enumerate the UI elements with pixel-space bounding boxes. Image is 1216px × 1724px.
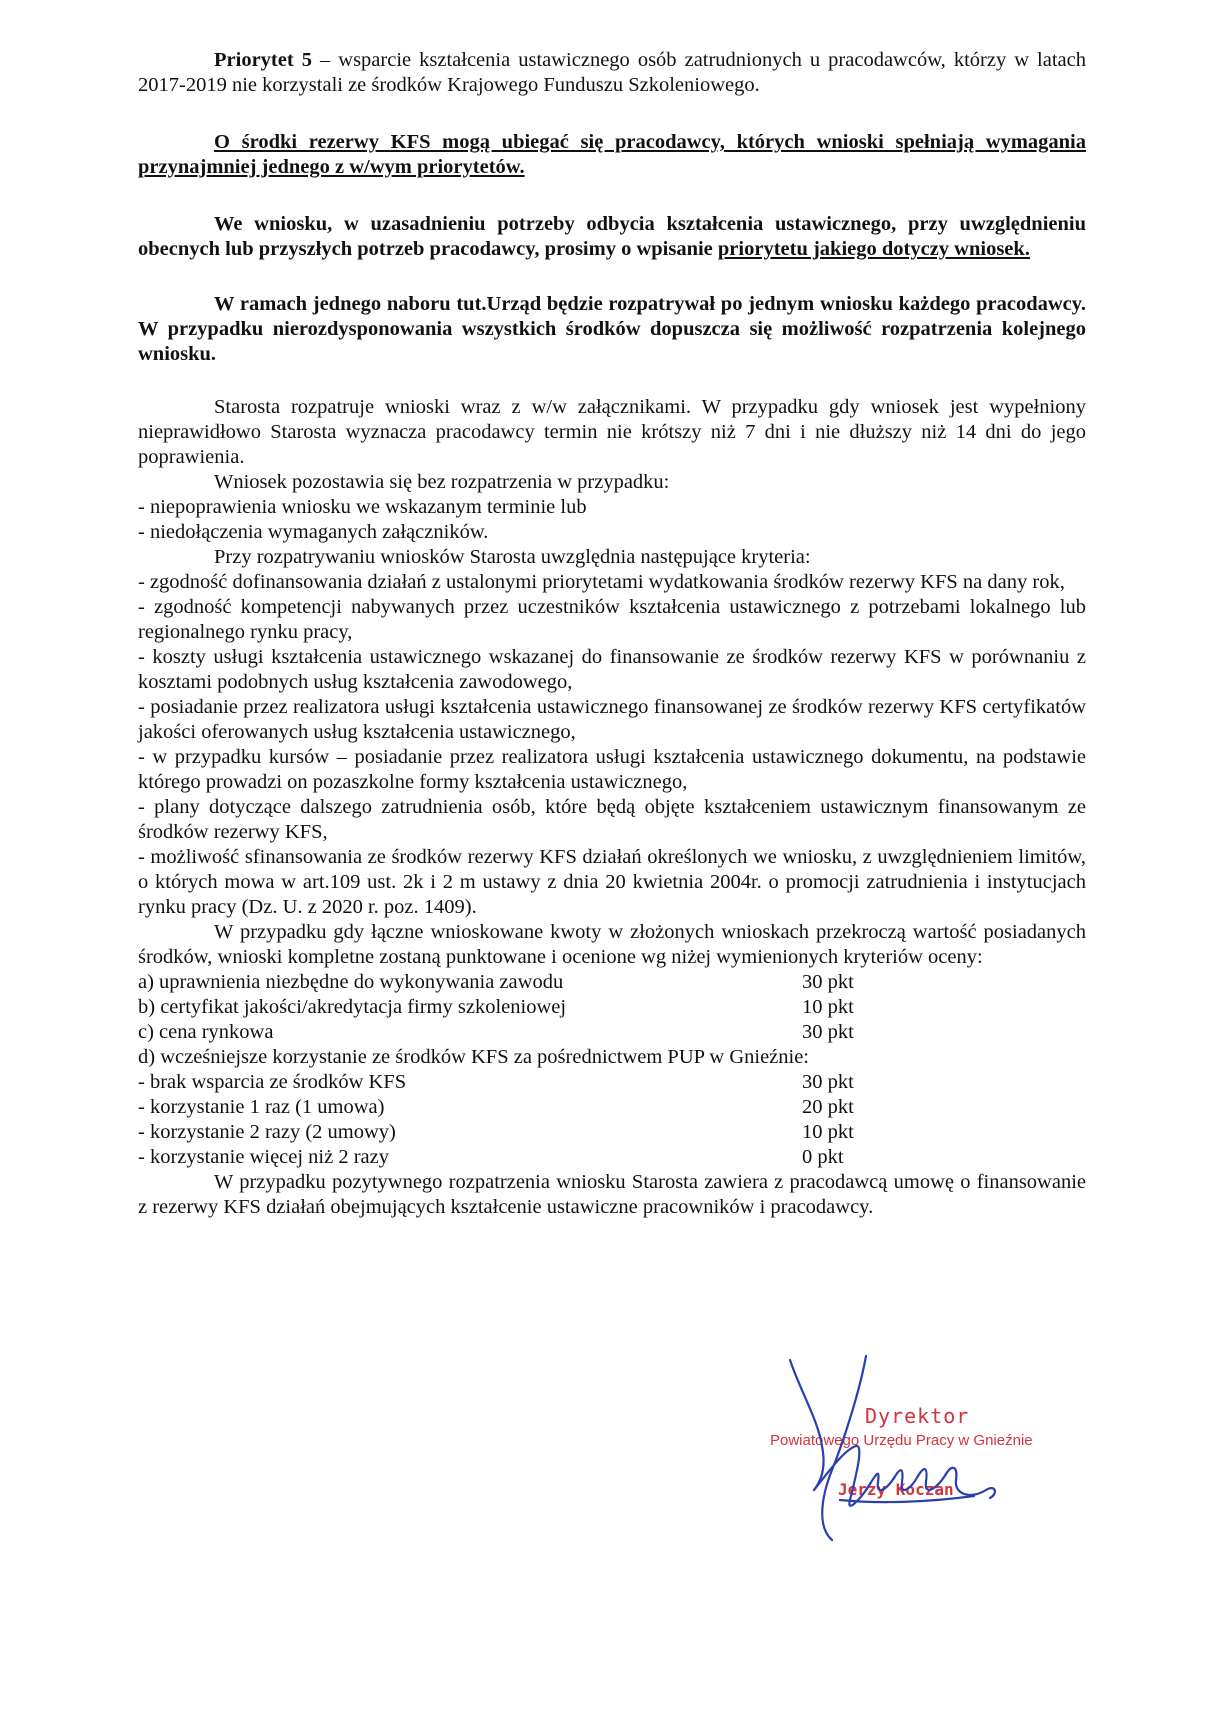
scoring-d-table: [138, 1070, 868, 1170]
scoring-row: [138, 1020, 868, 1045]
kfs-eligibility-paragraph: O środki rezerwy KFS mogą ubiegać się pracodawcy, których wnioski spełniają wymagania przynajmniej jednego z w/wym priorytetów.: [138, 131, 1086, 178]
scoring-points: 30 pkt: [802, 1071, 854, 1093]
criteria-item: - w przypadku kursów – posiadanie przez realizatora usługi kształcenia ustawicznego dokumentu, na podstawie którego prowadzi on pozaszkolne formy kształcenia ustawicznego,: [138, 746, 1086, 793]
criteria-item: - plany dotyczące dalszego zatrudnienia osób, które będą objęte kształceniem ustawicznym finansowanym ze środków rezerwy KFS,: [138, 796, 1086, 843]
application-justification-paragraph: [138, 212, 1086, 262]
criteria-item: - zgodność dofinansowania działań z ustalonymi priorytetami wydatkowania środków rezerwy KFS na dany rok,: [138, 571, 1065, 593]
scoring-points: 10 pkt: [802, 996, 854, 1018]
scoring-intro: W przypadku gdy łączne wnioskowane kwoty w złożonych wnioskach przekroczą wartość posiadanych środków, wnioski kompletne zostaną punktowane i ocenione wg niżej wymienionych kryteriów oceny:: [138, 921, 1086, 968]
criteria-item: - zgodność kompetencji nabywanych przez uczestników kształcenia ustawicznego z potrzebami lokalnego lub regionalnego rynku pracy,: [138, 596, 1086, 643]
starosta-review-paragraph: Starosta rozpatruje wnioski wraz z w/w załącznikami. W przypadku gdy wniosek jest wypełniony nieprawidłowo Starosta wyznacza pracodawcy termin nie krótszy niż 7 dni i nie dłuższy niż 14 dni do jego poprawienia.: [138, 396, 1086, 468]
scoring-label: - brak wsparcia ze środków KFS: [138, 1071, 407, 1093]
scoring-label: - korzystanie 2 razy (2 umowy): [138, 1121, 396, 1143]
criteria-intro: Przy rozpatrywaniu wniosków Starosta uwzględnia następujące kryteria:: [214, 546, 811, 568]
scoring-row: [138, 970, 868, 995]
criteria-item: - koszty usługi kształcenia ustawicznego wskazanej do finansowanie ze środków rezerwy KFS w porównaniu z kosztami podobnych usług kształcenia zawodowego,: [138, 646, 1086, 693]
scoring-points: 10 pkt: [802, 1121, 854, 1143]
priority-5-paragraph: [138, 48, 1086, 98]
scoring-label: a) uprawnienia niezbędne do wykonywania zawodu: [138, 971, 564, 993]
rejection-intro: Wniosek pozostawia się bez rozpatrzenia w przypadku:: [214, 471, 670, 493]
scoring-points: 20 pkt: [802, 1096, 854, 1118]
scoring-row: [138, 995, 868, 1020]
scoring-label: - korzystanie więcej niż 2 razy: [138, 1146, 390, 1168]
justification-text: We wniosku, w uzasadnieniu potrzeby odbycia kształcenia ustawicznego, przy uwzględnieniu obecnych lub przyszłych potrzeb pracodawcy, prosimy o wpisanie: [138, 213, 1086, 260]
scoring-points: 30 pkt: [802, 971, 854, 993]
scoring-label: - korzystanie 1 raz (1 umowa): [138, 1096, 385, 1118]
rejection-item: - niepoprawienia wniosku we wskazanym terminie lub: [138, 496, 587, 518]
scoring-label: b) certyfikat jakości/akredytacja firmy szkoleniowej: [138, 996, 567, 1018]
agreement-paragraph: W przypadku pozytywnego rozpatrzenia wniosku Starosta zawiera z pracodawcą umowę o finansowanie z rezerwy KFS działań obejmujących kształcenie ustawiczne pracowników i pracodawcy.: [138, 1171, 1086, 1218]
priority-5-text: – wsparcie kształcenia ustawicznego osób zatrudnionych u pracodawców, którzy w latach 2017-2019 nie korzystali ze środków Krajowego Funduszu Szkoleniowego.: [138, 49, 1086, 96]
stamp-title: Dyrektor: [865, 1404, 970, 1428]
rejection-item: - niedołączenia wymaganych załączników.: [138, 521, 489, 543]
criteria-item: - możliwość sfinansowania ze środków rezerwy KFS działań określonych we wniosku, z uwzględnieniem limitów, o których mowa w art.109 ust. 2k i 2 m ustawy z dnia 20 kwietnia 2004r. o promocji zatrudnienia i instytucjach rynku pracy (Dz. U. z 2020 r. poz. 1409).: [138, 846, 1086, 918]
justification-underlined: priorytetu jakiego dotyczy wniosek.: [717, 238, 1030, 260]
scoring-points: 30 pkt: [802, 1021, 854, 1043]
scoring-label: c) cena rynkowa: [138, 1021, 274, 1043]
criteria-item: - posiadanie przez realizatora usługi kształcenia ustawicznego finansowanej ze środków rezerwy KFS certyfikatów jakości oferowanych usług kształcenia ustawicznego,: [138, 696, 1086, 743]
scoring-row: [138, 1095, 868, 1120]
single-application-paragraph: W ramach jednego naboru tut.Urząd będzie rozpatrywał po jednym wniosku każdego pracodawcy. W przypadku nierozdysponowania wszystkich środków dopuszcza się możliwość rozpatrzenia kolejnego wniosku.: [138, 293, 1086, 365]
scoring-points: 0 pkt: [802, 1146, 844, 1168]
scoring-d-heading: d) wcześniejsze korzystanie ze środków KFS za pośrednictwem PUP w Gnieźnie:: [138, 1046, 810, 1068]
document-body: [138, 48, 1086, 1220]
scoring-row: [138, 1120, 868, 1145]
director-stamp-signature: [760, 1350, 1080, 1550]
scoring-row: [138, 1070, 868, 1095]
stamp-name: Jerzy Koczan: [838, 1480, 954, 1499]
priority-5-label: Priorytet 5: [214, 49, 312, 71]
scoring-row: [138, 1145, 868, 1170]
criteria-list: [138, 570, 1086, 920]
stamp-organization: Powiatowego Urzędu Pracy w Gnieźnie: [770, 1432, 1033, 1449]
scoring-table: [138, 970, 868, 1045]
handwritten-signature: [760, 1350, 1080, 1550]
